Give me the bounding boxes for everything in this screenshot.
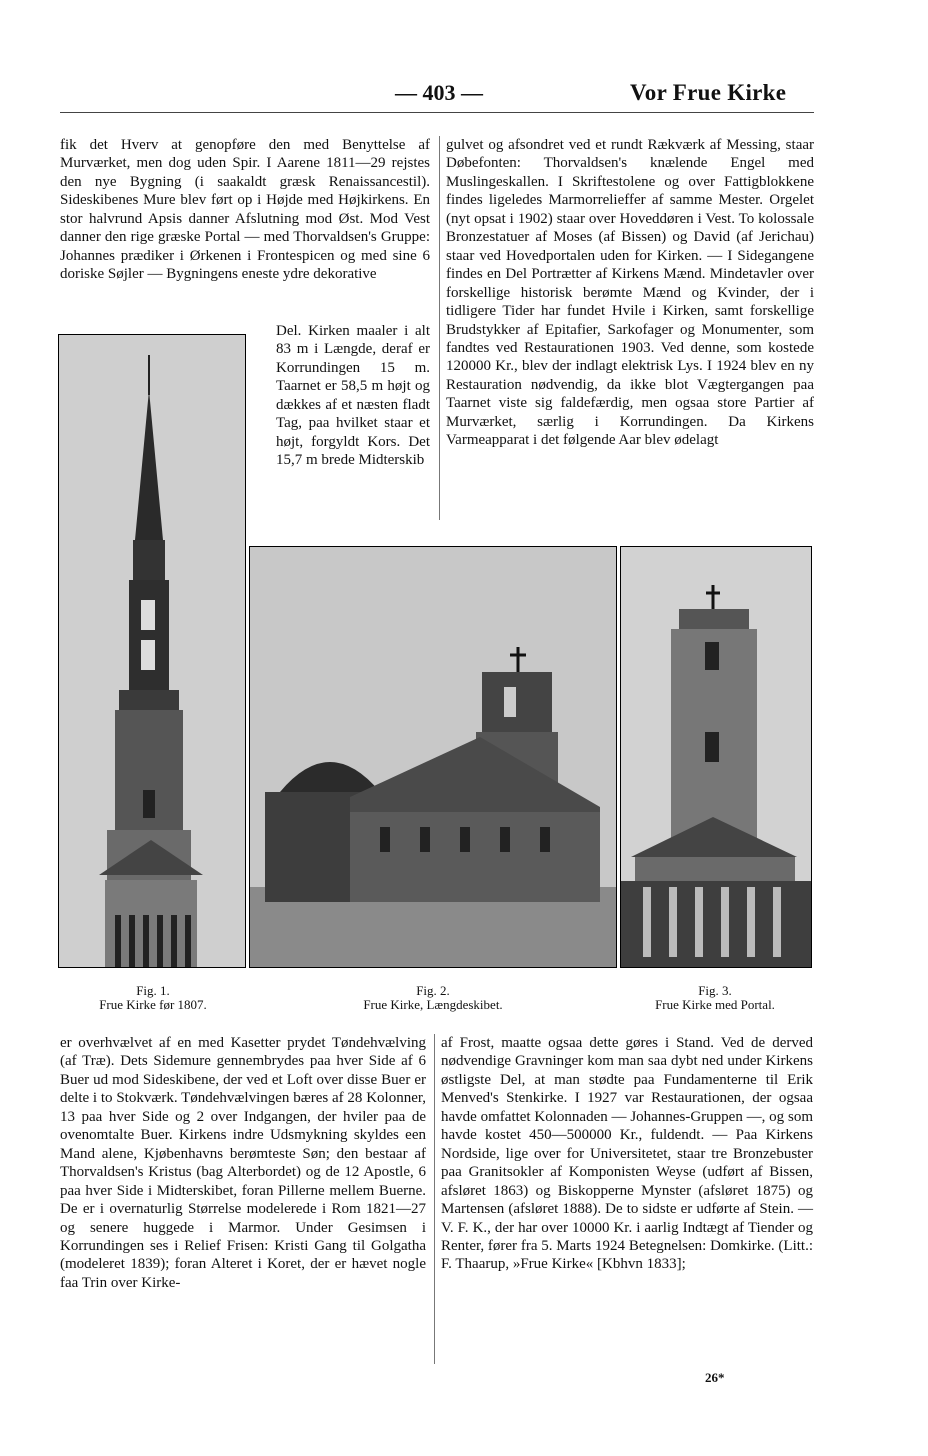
paragraph: fik det Hverv at genopføre den med Benyttelse af Murværket, men dog uden Spir. I Aarene 1811—29 rejstes den nye Bygning (i saakaldt græsk Renaissancestil). Sideskibenes Mure blev ført op i Højde med Højkirkens. En stor halvrund Apsis danner Afslutning mod Øst. Mod Vest danner den rige græske Portal — med Thorvaldsen's Gruppe: Johannes prædiker i Ørkenen i Frontespicen og med sine 6 doriske Søjler — Bygningens eneste ydre dekorative bbox=[60, 137, 430, 283]
figure-3-photo bbox=[620, 546, 812, 968]
church-portal-icon bbox=[621, 547, 811, 967]
page-number: — 403 — bbox=[395, 80, 483, 105]
paragraph: gulvet og afsondret ved et rundt Rækværk af Messing, staar Døbefonten: Thorvaldsen's knælende Engel med Muslingeskallen. I Skriftestolene og over Fattigblokkene findes ligeledes Marmorrelieffer af samme Mester. Orgelet (nyt opsat i 1902) staar over Hoveddøren i Vest. To kolossale Bronzestatuer af Moses (af Bissen) og David (af Jerichau) staar ved Hovedportalen uden for Kirken. — I Sidegangene findes en Del Portrætter af Kirkens Mænd. Mindetavler over forskellige historisk berømte Mænd og Kvinder, der i tidligere Tider har fundet Hvile i Kirken, samt forskellige Brudstykker af Epitafier, Sarkofager og Monumenter, som fandtes ved Restaurationen 1903. Ved denne, som kostede 120000 Kr., blev der indlagt elektrisk Lys. I 1924 blev en ny Restauration nødvendig, da ikke blot Vægtergangen paa Taarnet viste sig faldefærdig, men ogsaa store Partier af Murværket, særlig i Korrundingen. Da Kirkens Varmeapparat i det følgende Aar blev ødelagt bbox=[446, 137, 814, 449]
church-tower-spire-icon bbox=[59, 335, 245, 967]
figure-caption: Frue Kirke med Portal. bbox=[655, 997, 775, 1012]
figure-1-photo bbox=[58, 334, 246, 968]
figure-caption: Frue Kirke før 1807. bbox=[99, 997, 207, 1012]
paragraph: Del. Kirken maaler i alt 83 m i Længde, deraf er Korrundingen 15 m. Taarnet er 58,5 m højt og dækkes af et næsten fladt Tag, paa hvilket staar et højt, forgyldt Kors. Det 15,7 m brede Midterskib bbox=[276, 323, 430, 469]
figure-caption: Frue Kirke, Længdeskibet. bbox=[363, 997, 503, 1012]
figure-3-caption bbox=[615, 984, 815, 1012]
figure-number: Fig. 2. bbox=[416, 983, 450, 998]
running-title: Vor Frue Kirke bbox=[630, 80, 787, 105]
paragraph: af Frost, maatte ogsaa dette gøres i Stand. Ved de derved nødvendige Gravninger kom man saa dybt ned under Kirkens østligste Del, at man stødte paa Fundamenterne til Erik Menved's Stenkirke. I 1927 var Restaurationen, der ogsaa havde omfattet Kolonnaden — Johannes-Gruppen —, og som havde kostet 450—500000 Kr., fuldendt. — Paa Kirkens Nordside, lige over for Universitetet, staar tre Bronzebuster paa Granitsokler af Komponisten Weyse (udført af Bissen, afsløret 1863) og Biskopperne Mynster (afsløret 1875) og Martensen (afsløret 1888). De to sidste er udførte af Stein. — V. F. K., der har over 10000 Kr. i aarlig Indtægt af Tiender og Renter, fører fra 5. Marts 1924 Betegnelsen: Domkirke. (Litt.: F. Thaarup, »Frue Kirke« [Kbhvn 1833]; bbox=[441, 1035, 813, 1273]
figure-number: Fig. 1. bbox=[136, 983, 170, 998]
column-2-bottom bbox=[441, 1034, 813, 1274]
signature-mark: 26* bbox=[705, 1370, 725, 1385]
figure-2-photo bbox=[249, 546, 617, 968]
column-1-bottom bbox=[60, 1034, 426, 1292]
figure-2-caption bbox=[300, 984, 566, 1012]
paragraph: er overhvælvet af en med Kasetter prydet Tøndehvælving (af Træ). Dets Sidemure gennembrydes paa hver Side af 6 Buer ud mod Sideskibene, der ved et Loft over disse Buer er delte i to Stokværk. Tøndehvælvingen bæres af 28 Kolonner, 13 paa hver Side og 2 over Indgangen, der hviler paa de ovenomtalte Buer. Kirkens indre Udsmykning skyldes een Mand alene, Kjøbenhavns berømteste Søn; den bestaar af Thorvaldsen's Kristus (bag Alterbordet) og de 12 Apostle, 6 paa hver Side i Midterskibet, foran Pillerne mellem Buerne. De er i overnaturlig Størrelse modelerede i Rom 1821—27 og senere huggede i Marmor. Under Gesimsen i Korrundingen ses i Relief Frisen: Kristi Gang til Golgatha (modeleret 1839); foran Alteret i Koret, der er hævet nogle faa Trin over Kirke- bbox=[60, 1035, 426, 1291]
header-rule bbox=[60, 112, 814, 113]
column-1-top bbox=[60, 136, 430, 284]
figure-1-caption bbox=[60, 984, 246, 1012]
column-divider bbox=[439, 136, 440, 520]
figure-number: Fig. 3. bbox=[698, 983, 732, 998]
column-1-beside-figure bbox=[276, 322, 430, 470]
column-divider bbox=[434, 1034, 435, 1364]
church-nave-icon bbox=[250, 547, 616, 967]
column-2-top bbox=[446, 136, 814, 450]
